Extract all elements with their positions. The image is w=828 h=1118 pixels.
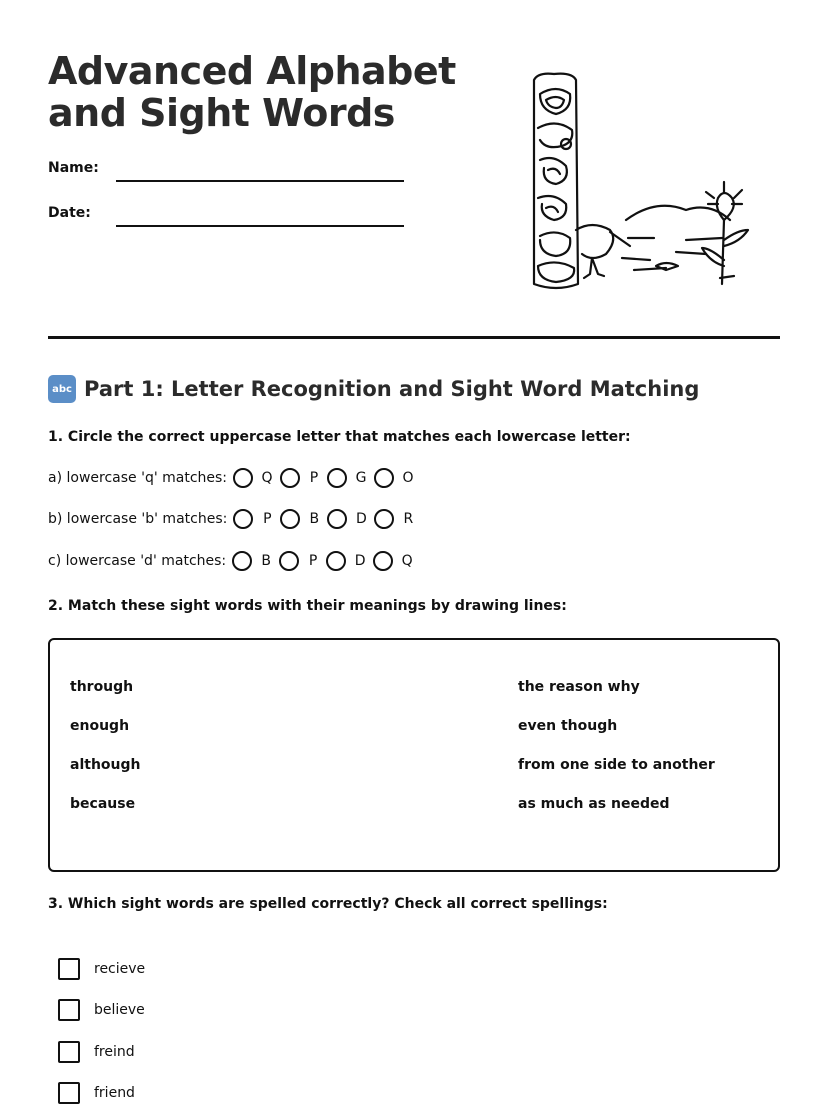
match-meaning[interactable]: from one side to another bbox=[518, 757, 715, 773]
option-circle[interactable] bbox=[326, 551, 346, 571]
checkbox[interactable] bbox=[58, 999, 80, 1021]
match-meaning[interactable]: the reason why bbox=[518, 679, 640, 695]
spelling-word: recieve bbox=[94, 961, 146, 977]
option-letter: P bbox=[308, 553, 318, 569]
option-letter: D bbox=[354, 553, 366, 569]
spelling-word: friend bbox=[94, 1085, 135, 1101]
match-word[interactable]: enough bbox=[70, 718, 130, 734]
mc-row-b bbox=[48, 506, 419, 532]
mc-row-label: a) lowercase 'q' matches: bbox=[48, 470, 228, 486]
option-letter: P bbox=[263, 511, 272, 527]
question-2-prompt: 2. Match these sight words with their meanings by drawing lines: bbox=[48, 598, 567, 614]
match-word[interactable]: although bbox=[70, 757, 141, 773]
option-circle[interactable] bbox=[374, 509, 394, 529]
option-circle[interactable] bbox=[280, 468, 300, 488]
mc-row-label: c) lowercase 'd' matches: bbox=[48, 553, 227, 569]
checkbox[interactable] bbox=[58, 1041, 80, 1063]
option-letter: D bbox=[355, 511, 367, 527]
mc-row-a bbox=[48, 465, 419, 491]
spelling-word: believe bbox=[94, 1002, 145, 1018]
option-circle[interactable] bbox=[327, 468, 347, 488]
date-label: Date: bbox=[48, 205, 91, 221]
option-circle[interactable] bbox=[373, 551, 393, 571]
spelling-option[interactable] bbox=[58, 957, 145, 981]
option-circle[interactable] bbox=[232, 551, 252, 571]
section-divider bbox=[48, 336, 780, 339]
match-meaning[interactable]: as much as needed bbox=[518, 796, 670, 812]
match-word[interactable]: because bbox=[70, 796, 136, 812]
section-title: Part 1: Letter Recognition and Sight Word Matching bbox=[84, 377, 700, 401]
option-circle[interactable] bbox=[233, 509, 253, 529]
option-circle[interactable] bbox=[280, 509, 300, 529]
option-letter: G bbox=[355, 470, 367, 486]
option-letter: O bbox=[402, 470, 414, 486]
spelling-option[interactable] bbox=[58, 1081, 135, 1105]
match-word[interactable]: through bbox=[70, 679, 134, 695]
option-letter: B bbox=[261, 553, 271, 569]
name-label: Name: bbox=[48, 160, 99, 176]
mc-row-label: b) lowercase 'b' matches: bbox=[48, 511, 228, 527]
spelling-option[interactable] bbox=[58, 998, 145, 1022]
matching-box bbox=[48, 638, 780, 872]
option-letter: B bbox=[309, 511, 320, 527]
word-column bbox=[70, 678, 140, 834]
question-1-prompt: 1. Circle the correct uppercase letter that matches each lowercase letter: bbox=[48, 429, 631, 445]
totem-kiwi-illustration bbox=[526, 70, 756, 292]
checkbox[interactable] bbox=[58, 958, 80, 980]
option-circle[interactable] bbox=[279, 551, 299, 571]
option-letter: P bbox=[309, 470, 319, 486]
option-circle[interactable] bbox=[374, 468, 394, 488]
meaning-column bbox=[518, 678, 715, 834]
option-letter: Q bbox=[261, 470, 273, 486]
option-letter: R bbox=[403, 511, 414, 527]
spelling-option[interactable] bbox=[58, 1040, 135, 1064]
checkbox[interactable] bbox=[58, 1082, 80, 1104]
date-field[interactable] bbox=[116, 225, 404, 227]
section-heading bbox=[48, 372, 699, 406]
option-circle[interactable] bbox=[327, 509, 347, 529]
name-field[interactable] bbox=[116, 180, 404, 182]
mc-row-c bbox=[48, 548, 418, 574]
abc-icon: abc bbox=[48, 375, 76, 403]
question-3-prompt: 3. Which sight words are spelled correctly? Check all correct spellings: bbox=[48, 896, 608, 912]
option-letter: Q bbox=[401, 553, 413, 569]
option-circle[interactable] bbox=[233, 468, 253, 488]
spelling-word: freind bbox=[94, 1044, 135, 1060]
worksheet-title: Advanced Alphabet and Sight Words bbox=[48, 49, 456, 135]
match-meaning[interactable]: even though bbox=[518, 718, 618, 734]
